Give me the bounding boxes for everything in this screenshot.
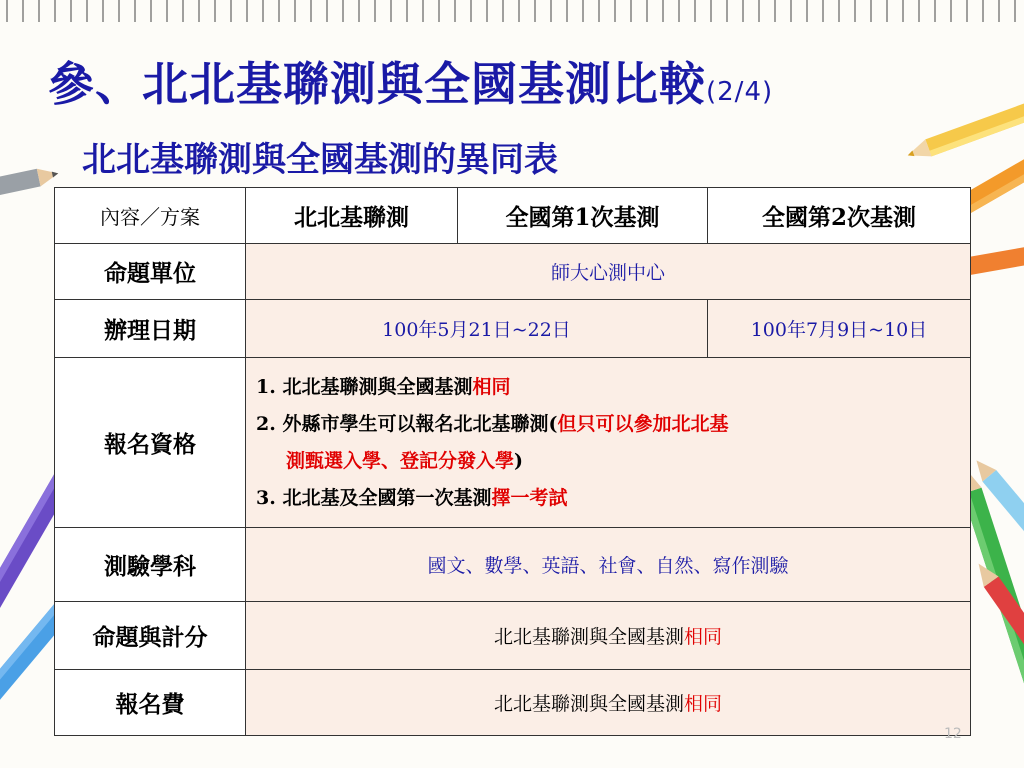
row-label: 報名資格 [55,358,246,528]
row-question-unit [55,244,971,300]
row-fee [55,670,971,736]
eligibility-item-1 [256,369,960,406]
row-label: 命題與計分 [55,602,246,670]
slide-title-text: 參、北北基聯測與全國基測比較 [48,57,706,111]
row-label: 報名費 [55,670,246,736]
fee-text: 北北基聯測與全國基測 [493,693,684,715]
row-subjects [55,528,971,602]
dates-national-2-value: 100年7月9日~10日 [708,300,971,358]
scoring-emphasis: 相同 [684,626,723,648]
eligibility-item-2 [256,406,960,443]
page-number: 12 [944,726,962,742]
scoring-text: 北北基聯測與全國基測 [493,626,684,648]
eligibility-item-2-cont [256,443,960,480]
eligibility-text: 1. 北北基聯測與全國基測 [256,375,473,398]
eligibility-emphasis: 擇一考試 [491,486,568,509]
fee-emphasis: 相同 [684,693,723,715]
fee-value [246,670,971,736]
dates-beibeiji-value: 100年5月21日~22日 [246,300,708,358]
eligibility-emphasis: 測甄選入學、登記分發入學 [286,449,515,472]
eligibility-text: 3. 北北基及全國第一次基測 [256,486,492,509]
subjects-value: 國文、數學、英語、社會、自然、寫作測驗 [246,528,971,602]
row-label: 辦理日期 [55,300,246,358]
header-national-1: 全國第1次基測 [458,188,708,244]
eligibility-value [246,358,971,528]
slide-title [48,48,773,114]
header-national-2: 全國第2次基測 [708,188,971,244]
header-content-scheme: 內容／方案 [55,188,246,244]
eligibility-emphasis: 但只可以參加北北基 [557,412,729,435]
table-caption: 北北基聯測與全國基測的異同表 [82,140,558,180]
slide-title-page: (2/4) [706,77,774,107]
eligibility-text: ) [514,449,524,472]
row-dates [55,300,971,358]
header-beibeiji: 北北基聯測 [246,188,458,244]
row-scoring [55,602,971,670]
table-header-row [55,188,971,244]
comparison-table [54,187,971,736]
eligibility-text: 2. 外縣市學生可以報名北北基聯測( [256,412,558,435]
spiral-binding [0,0,1024,22]
question-unit-value: 師大心測中心 [246,244,971,300]
row-label: 測驗學科 [55,528,246,602]
row-eligibility [55,358,971,528]
row-label: 命題單位 [55,244,246,300]
eligibility-emphasis: 相同 [472,375,511,398]
scoring-value [246,602,971,670]
eligibility-item-3 [256,480,960,517]
